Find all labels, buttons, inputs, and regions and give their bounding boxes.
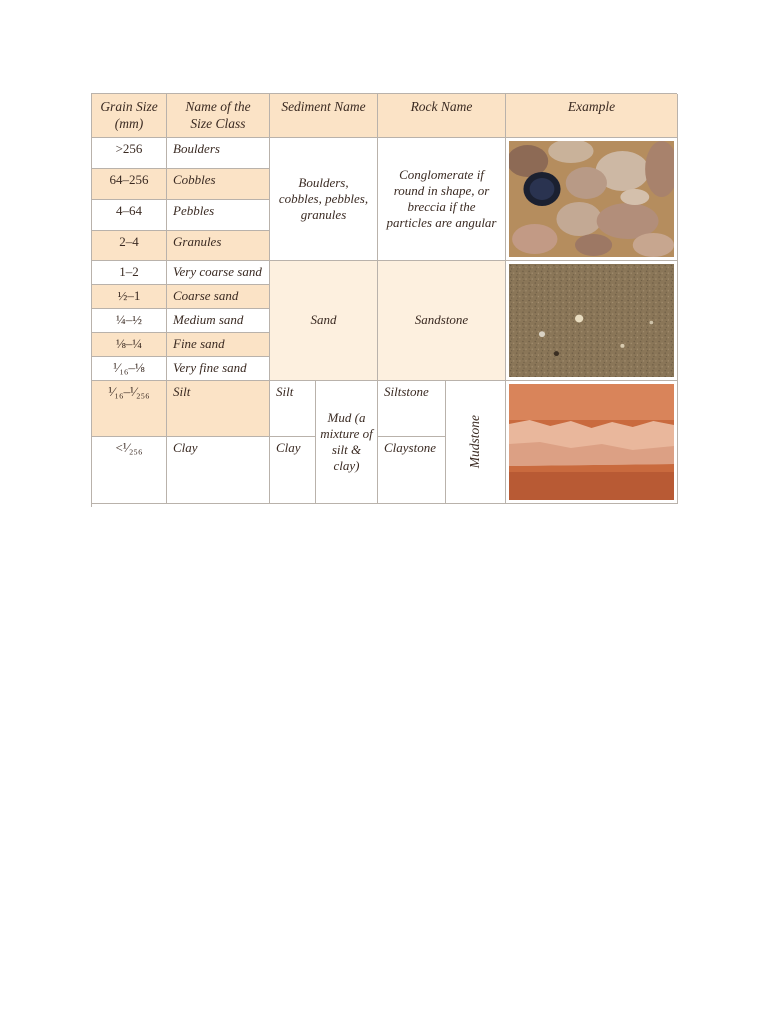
grain-size-cell: ¼–½ [92,309,167,333]
header-example: Example [506,94,678,138]
claystone-rock-name: Claystone [378,437,446,504]
size-class-cell: Very fine sand [167,357,270,381]
mudstone-rock-name: Mudstone [467,415,483,469]
gravel-example-photo [506,138,678,261]
grain-size-cell: ¹⁄₁₆–¹⁄₂₅₆ [92,381,167,437]
header-grain-size: Grain Size (mm) [92,94,167,138]
grain-size-cell: 64–256 [92,169,167,200]
grain-size-cell: <¹⁄₂₅₆ [92,437,167,504]
size-class-cell: Clay [167,437,270,504]
silt-sediment-name: Silt [270,381,316,437]
grain-size-cell: >256 [92,138,167,169]
size-class-cell: Medium sand [167,309,270,333]
header-rock-name: Rock Name [378,94,506,138]
grain-size-cell: 4–64 [92,200,167,231]
grain-size-cell: 2–4 [92,231,167,261]
size-class-cell: Pebbles [167,200,270,231]
grain-size-cell: ¹⁄₁₆–⅛ [92,357,167,381]
gravel-sediment-name: Boulders, cobbles, pebbles, granules [270,138,378,261]
size-class-cell: Fine sand [167,333,270,357]
gravel-rock-name: Conglomerate if round in shape, or breccia if the particles are angular [378,138,506,261]
grain-size-cell: ½–1 [92,285,167,309]
size-class-cell: Silt [167,381,270,437]
header-sediment-name: Sediment Name [270,94,378,138]
sand-rock-name: Sandstone [378,261,506,381]
size-class-cell: Boulders [167,138,270,169]
grain-size-cell: 1–2 [92,261,167,285]
siltstone-rock-name: Siltstone [378,381,446,437]
clay-sediment-name: Clay [270,437,316,504]
mud-sediment-name: Mud (a mixture of silt & clay) [316,381,378,504]
grain-size-cell: ⅛–¼ [92,333,167,357]
grain-size-table [91,93,677,507]
mudstone-cell [446,381,506,504]
sand-example-photo [506,261,678,381]
size-class-cell: Very coarse sand [167,261,270,285]
size-class-cell: Granules [167,231,270,261]
header-size-class: Name of the Size Class [167,94,270,138]
mud-example-photo [506,381,678,504]
sand-sediment-name: Sand [270,261,378,381]
size-class-cell: Cobbles [167,169,270,200]
size-class-cell: Coarse sand [167,285,270,309]
